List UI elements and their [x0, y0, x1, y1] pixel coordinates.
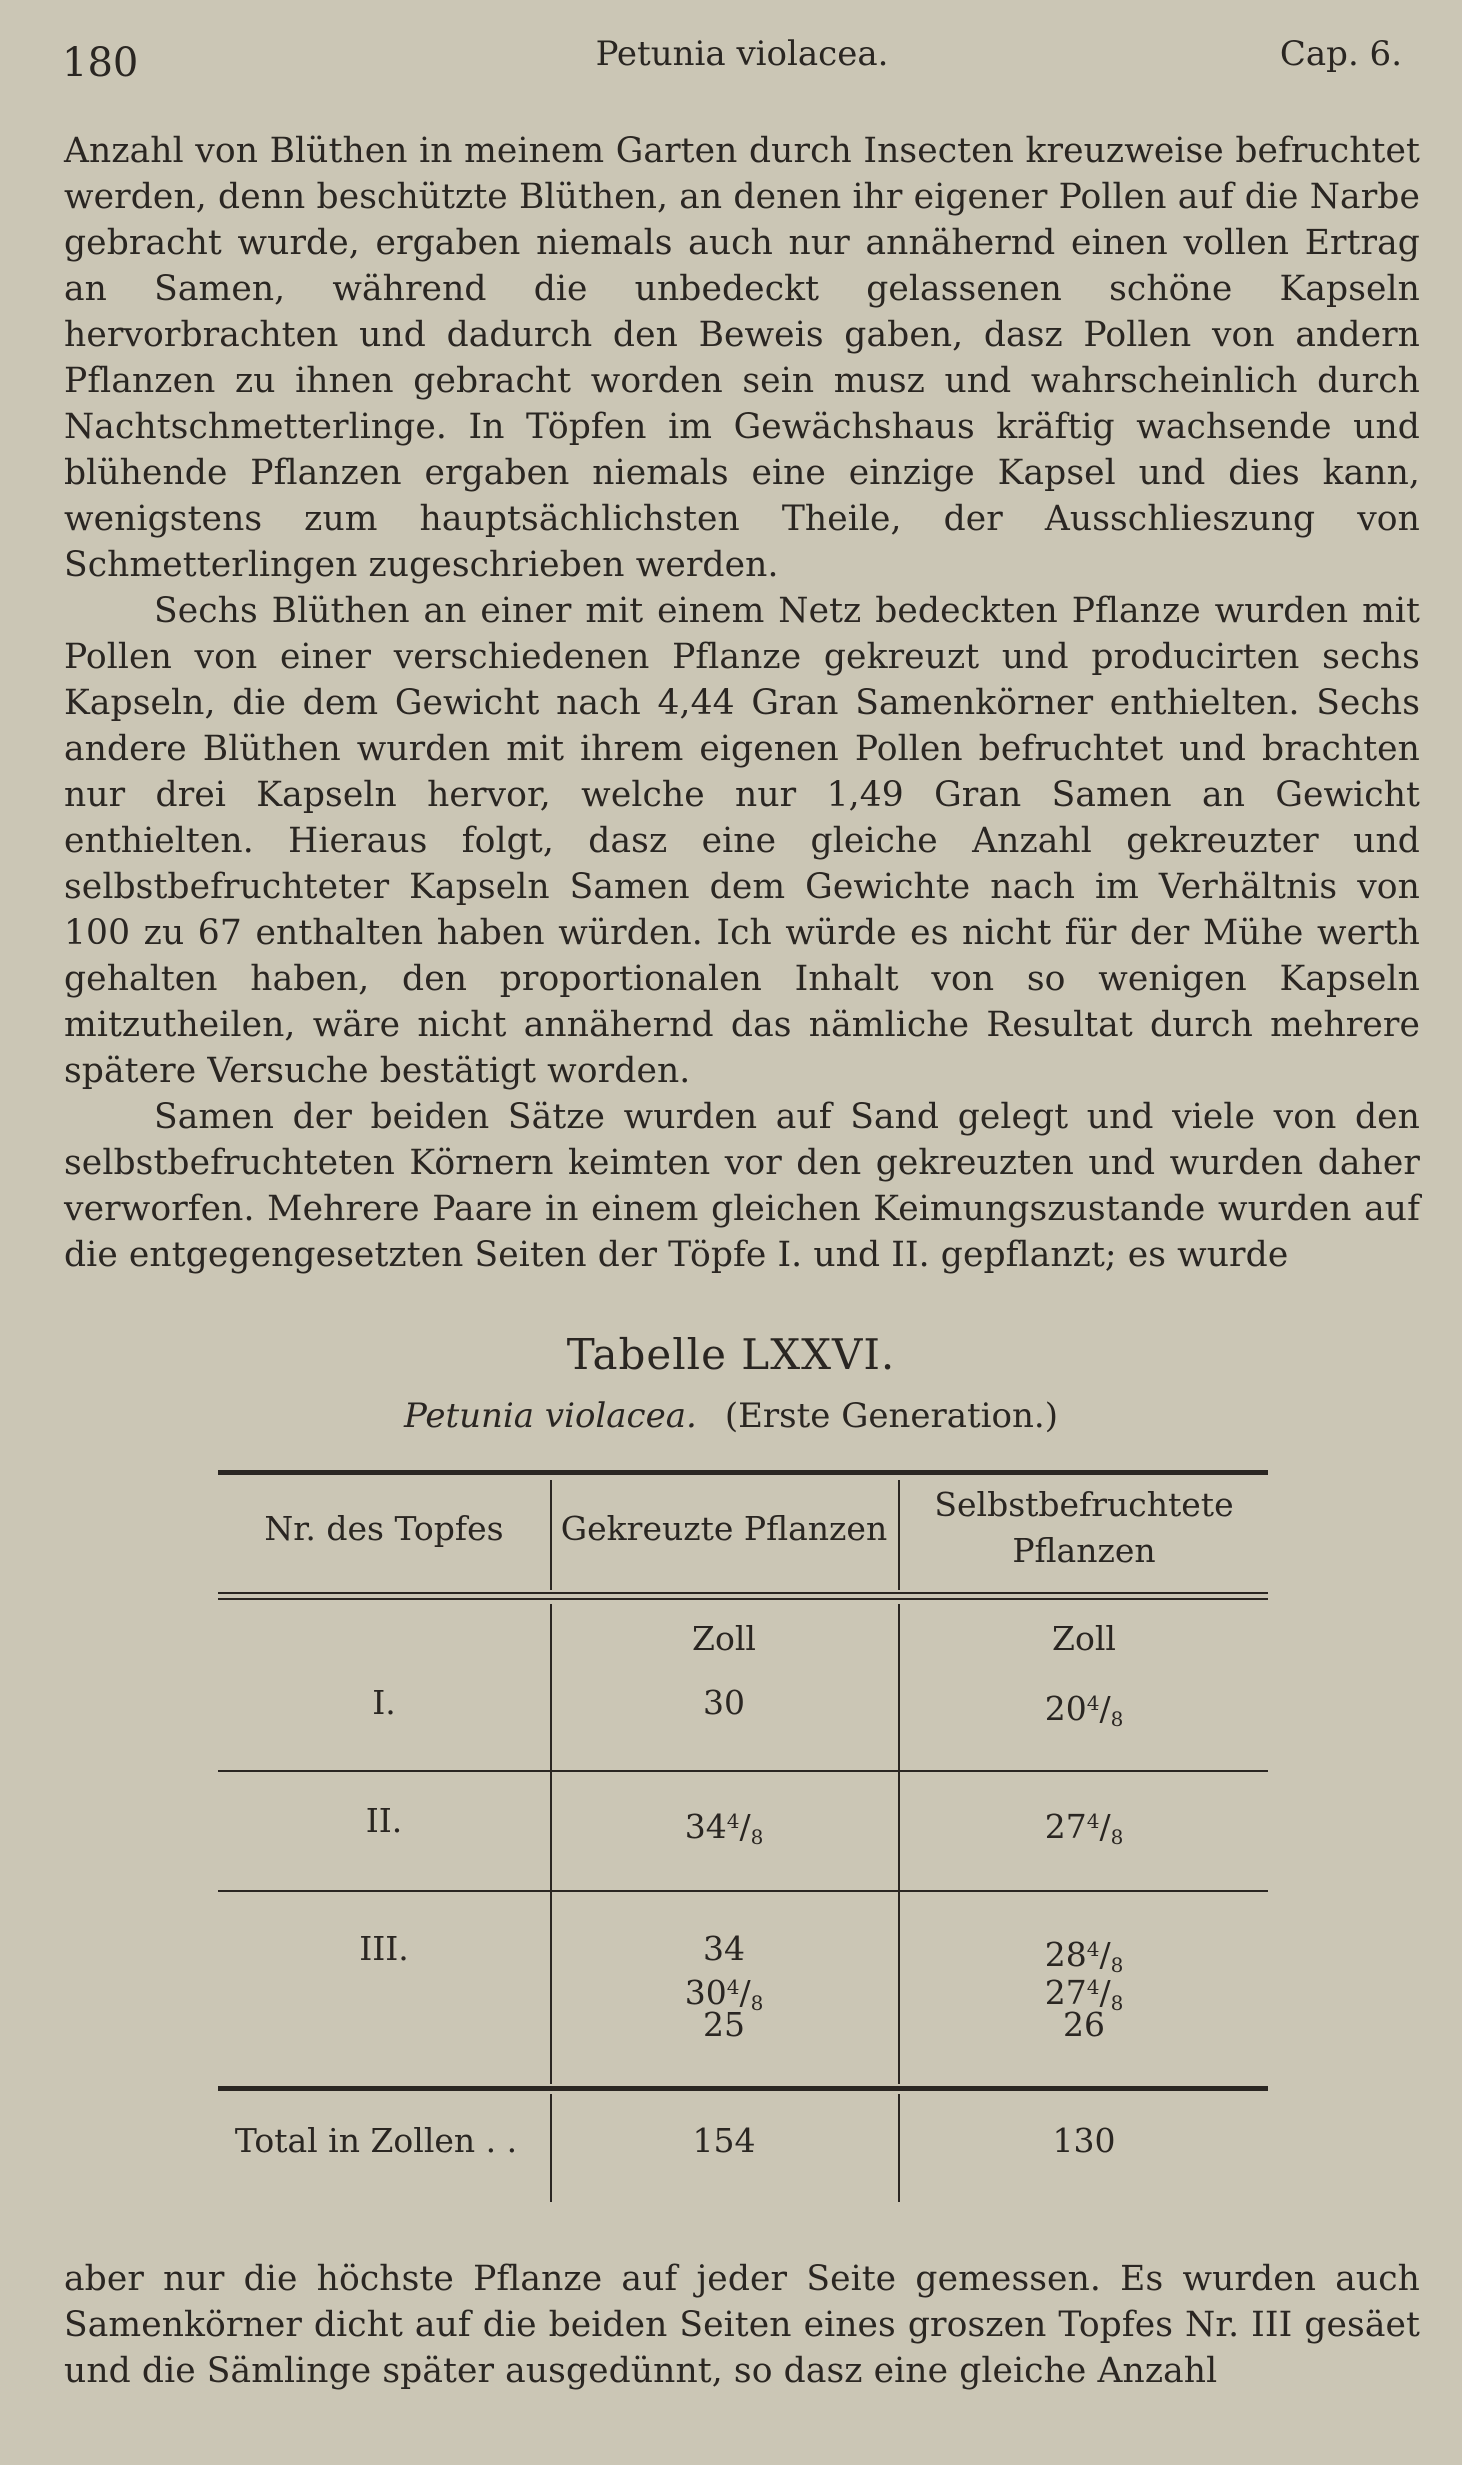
table-title: Tabelle LXXVI. — [566, 1330, 896, 1379]
row3-crossed-2: $30^4/_8$ — [684, 1973, 764, 2015]
unit-crossed: Zoll — [692, 1619, 756, 1658]
row3-self-1: $28^4/_8$ — [1044, 1935, 1124, 1977]
paragraph-4: aber nur die höchste Pflanze auf jeder Seite gemessen. Es wurden auch Samenkörner dicht auf die beiden Seiten eines groszen Topfes Nr. III gesäet und die Sämlinge später ausgedünnt, so dasz eine gleiche Anzahl — [64, 2259, 1420, 2391]
header-crossed: Gekreuzte Pflanzen — [560, 1509, 888, 1548]
total-self: 130 — [1052, 2121, 1116, 2160]
header-rule-2 — [218, 1598, 1268, 1600]
paragraph-2: Sechs Blüthen an einer mit einem Netz bedeckten Pflanze wurden mit Pollen von einer verschiedenen Pflanze gekreuzt und producirten sechs Kapseln, die dem Gewicht nach 4,44 Gran Samenkörner enthielten. Sechs andere Blüthen wurden mit ihrem eigenen Pollen befruchtet und brachten nur drei Kapseln hervor, welche nur 1,49 Gran Samen an Gewicht enthielten. Hieraus folgt, dasz eine gleiche Anzahl gekreuzter und selbstbefruchteter Kapseln Samen dem Gewichte nach im Verhältnis von 100 zu 67 enthalten haben würden. Ich würde es nicht für der Mühe werth gehalten haben, den proportionalen Inhalt von so wenigen Kapseln mitzutheilen, wäre nicht annähernd das nämliche Resultat durch mehrere spätere Versuche bestätigt worden. — [64, 591, 1420, 1091]
row1-crossed-1: 30 — [703, 1683, 745, 1722]
data-table — [218, 1470, 1268, 2202]
row-rule-1 — [218, 1770, 1268, 1772]
row-pot-3: III. — [359, 1929, 409, 1968]
row-pot-1: I. — [372, 1683, 396, 1722]
header-self-line2: Pflanzen — [1012, 1531, 1156, 1570]
row3-self-3: 26 — [1063, 2005, 1105, 2044]
total-rule — [218, 2086, 1268, 2091]
unit-self: Zoll — [1052, 1619, 1116, 1658]
header-self-line1: Selbstbefruchtete — [934, 1485, 1234, 1524]
header-pot: Nr. des Topfes — [264, 1509, 504, 1548]
row2-crossed-1: $34^4/_8$ — [684, 1807, 764, 1849]
table-subtitle-species: Petunia violacea. — [403, 1396, 697, 1436]
row3-crossed-1: 34 — [703, 1929, 745, 1968]
total-crossed: 154 — [692, 2121, 756, 2160]
running-title: Petunia violacea. — [595, 34, 889, 74]
table-subtitle-generation: (Erste Generation.) — [724, 1396, 1058, 1436]
table-subtitle — [0, 1396, 1462, 1436]
paragraph-3: Samen der beiden Sätze wurden auf Sand gelegt und viele von den selbstbefruchteten Körnern keimten vor den gekreuzten und wurden daher verworfen. Mehrere Paare in einem gleichen Keimungszustande wurden auf die entgegengesetzten Seiten der Töpfe I. und II. gepflanzt; es wurde — [64, 1097, 1420, 1275]
row3-self-2: $27^4/_8$ — [1044, 1973, 1124, 2015]
row3-crossed-3: 25 — [703, 2005, 745, 2044]
page-header — [62, 34, 1422, 94]
paragraph-1: Anzahl von Blüthen in meinem Garten durch Insecten kreuzweise befruchtet werden, denn beschützte Blüthen, an denen ihr eigener Pollen auf die Narbe gebracht wurde, ergaben niemals auch nur annähernd einen vollen Ertrag an Samen, während die unbedeckt gelassenen schöne Kapseln hervorbrachten und dadurch den Beweis gaben, dasz Pollen von andern Pflanzen zu ihnen gebracht worden sein musz und wahrscheinlich durch Nachtschmetterlinge. In Töpfen im Gewächshaus kräftig wachsende und blühende Pflanzen ergaben niemals eine einzige Kapsel und dies kann, wenigstens zum hauptsächlichsten Theile, der Ausschlieszung von Schmetterlingen zugeschrieben werden. — [64, 131, 1420, 585]
row-pot-2: II. — [365, 1801, 403, 1840]
row2-self-1: $27^4/_8$ — [1044, 1807, 1124, 1849]
row1-self-1: $20^4/_8$ — [1044, 1689, 1124, 1731]
total-label: Total in Zollen . . — [234, 2121, 518, 2160]
table-top-rule — [218, 1470, 1268, 1475]
chapter-label: Cap. 6. — [1279, 34, 1402, 74]
row-rule-2 — [218, 1890, 1268, 1892]
header-rule-1 — [218, 1592, 1268, 1594]
page-number: 180 — [62, 40, 139, 86]
